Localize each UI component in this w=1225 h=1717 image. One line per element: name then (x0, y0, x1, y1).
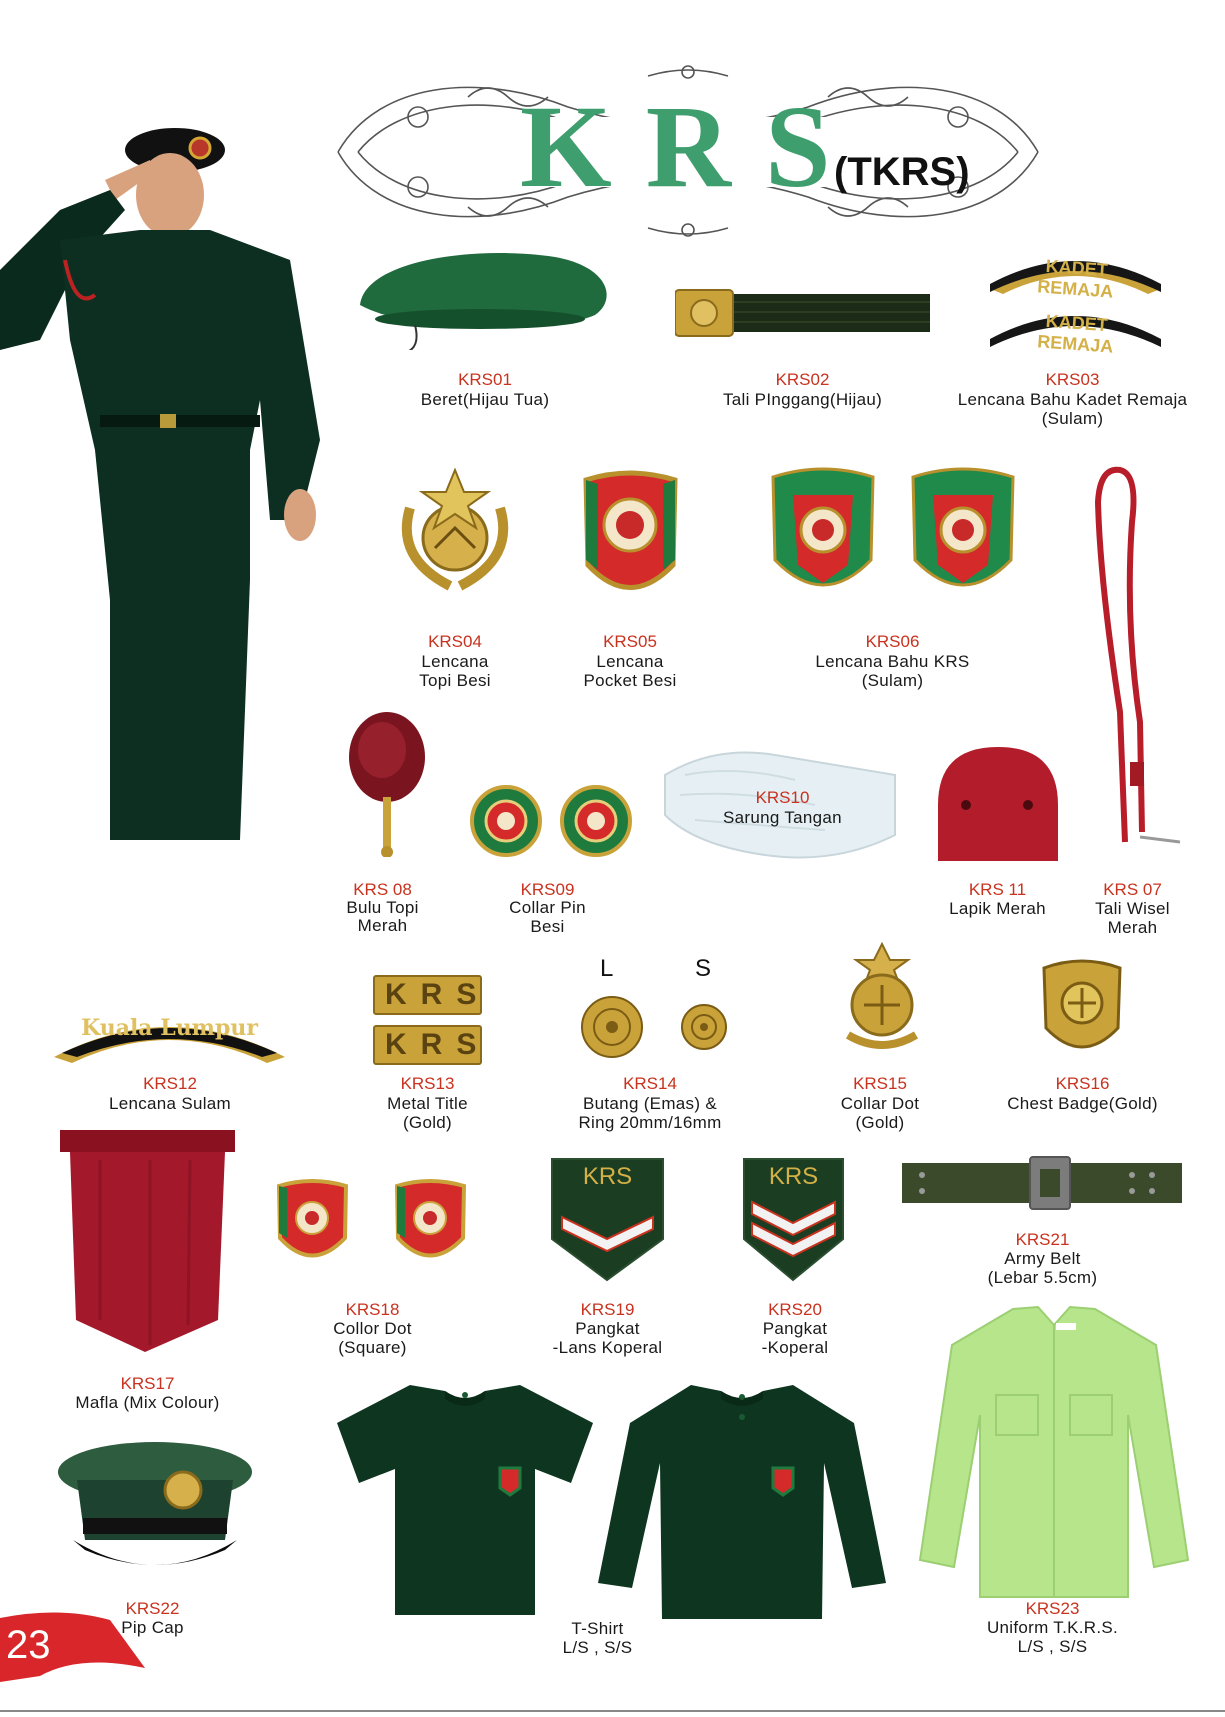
item-code: KRS21 (1015, 1230, 1070, 1249)
item-description: Lapik Merah (949, 899, 1046, 918)
item-description: (Sulam) (861, 671, 924, 690)
item-code: KRS15 (853, 1074, 907, 1093)
item-description: Tali Wisel (1095, 899, 1170, 918)
item-code: KRS06 (865, 632, 920, 651)
kadet-remaja-patch-top (988, 250, 1163, 302)
item-description: Pocket Besi (583, 671, 677, 690)
plate-text: KRS (385, 978, 491, 1011)
pip-cap-image (55, 1440, 255, 1580)
item-code: KRS10 (755, 788, 810, 807)
item-description: Army Belt (1004, 1249, 1081, 1268)
item-code: KRS16 (1055, 1074, 1110, 1093)
item-code: KRS12 (143, 1074, 197, 1093)
plate-text: KRS (385, 1028, 491, 1061)
whistle-lanyard-image (1080, 462, 1190, 847)
item-description: Chest Badge(Gold) (1007, 1094, 1158, 1113)
kuala-lumpur-patch-image (52, 1005, 287, 1065)
beret-image (355, 245, 620, 350)
item-code: KRS17 (120, 1374, 175, 1393)
gold-button-small-image (680, 1003, 728, 1051)
item-description: Tali PInggang(Hijau) (722, 390, 883, 409)
item-description: Pangkat (575, 1319, 640, 1338)
metal-title-bottom-image (373, 1025, 491, 1065)
size-label-large: L (600, 955, 614, 982)
item-code: KRS 11 (968, 880, 1027, 899)
pocket-besi-badge-image (578, 470, 683, 610)
item-description: Topi Besi (419, 671, 491, 690)
item-description: Beret(Hijau Tua) (420, 390, 550, 409)
collar-pin-right-image (560, 785, 632, 857)
item-code: KRS03 (1045, 370, 1100, 389)
page-number: 23 (6, 1623, 51, 1667)
item-description: Merah (357, 916, 408, 935)
koperal-rank-image (742, 1157, 845, 1282)
page-title: KRS (520, 81, 865, 212)
item-description: Collar Pin (509, 898, 586, 917)
collor-dot-square-right-image (393, 1178, 468, 1268)
item-code: KRS18 (345, 1300, 400, 1319)
item-description: Collor Dot (333, 1319, 412, 1338)
red-plume-image (342, 712, 432, 857)
item-description: T-Shirt (571, 1619, 624, 1638)
item-description: Collar Dot (840, 1094, 920, 1113)
tshirt-short-sleeve-image (335, 1383, 595, 1618)
item-description: Ring 20mm/16mm (578, 1113, 722, 1132)
item-code: KRS09 (520, 880, 575, 899)
bottom-rule (0, 1710, 1225, 1712)
item-code: KRS05 (603, 632, 657, 651)
collor-dot-square-left-image (275, 1178, 350, 1268)
topi-besi-badge-image (390, 468, 520, 593)
item-description: Sarung Tangan (723, 808, 842, 827)
collar-dot-gold-image (838, 940, 926, 1055)
item-description: Lencana Bahu KRS (815, 652, 970, 671)
item-description: Bulu Topi (346, 898, 419, 917)
uniform-shirt-image (918, 1305, 1190, 1600)
patch-text: KRS (768, 1163, 819, 1190)
patch-text: Kuala Lumpur (81, 1015, 258, 1041)
item-description: (Gold) (855, 1113, 905, 1132)
gold-button-large-image (580, 995, 644, 1059)
item-description: (Lebar 5.5cm) (987, 1268, 1098, 1287)
item-code: KRS19 (580, 1300, 635, 1319)
green-belt-image (675, 288, 930, 340)
item-description: Lencana Bahu Kadet Remaja (957, 390, 1188, 409)
item-description: (Square) (338, 1338, 407, 1357)
metal-title-top-image (373, 975, 491, 1015)
item-description: Merah (1107, 918, 1158, 937)
patch-text: KRS (582, 1163, 633, 1190)
kadet-remaja-patch-bottom (988, 305, 1163, 357)
shoulder-badge-right-image (908, 465, 1018, 605)
tshirt-long-sleeve-image (596, 1383, 888, 1621)
item-code: KRS23 (1025, 1599, 1080, 1618)
item-description: Lencana (421, 652, 489, 671)
chest-badge-gold-image (1038, 958, 1126, 1060)
item-description: (Gold) (402, 1113, 453, 1132)
item-description: (Sulam) (1041, 409, 1104, 428)
item-description: -Lans Koperal (552, 1338, 663, 1357)
patch-text: KADET REMAJA (1036, 310, 1114, 357)
lans-koperal-rank-image (550, 1157, 665, 1282)
item-description: Pip Cap (121, 1618, 184, 1637)
item-description: Butang (Emas) & (583, 1094, 717, 1113)
item-code: KRS01 (458, 370, 512, 389)
item-description: Besi (530, 917, 565, 936)
cadet-saluting-image (0, 120, 340, 855)
item-code: KRS20 (768, 1300, 822, 1319)
item-description: Pangkat (762, 1319, 828, 1338)
item-description: Mafla (Mix Colour) (75, 1393, 220, 1412)
patch-text: KADET REMAJA (1036, 255, 1114, 302)
item-code: KRS 07 (1103, 880, 1162, 899)
item-description: L/S , S/S (1017, 1637, 1088, 1656)
item-code: KRS 08 (353, 880, 412, 899)
item-description: -Koperal (761, 1338, 829, 1357)
item-description: Metal Title (387, 1094, 468, 1113)
item-code: KRS14 (623, 1074, 677, 1093)
item-description: L/S , S/S (562, 1638, 633, 1657)
page-subtitle: (TKRS) (834, 150, 970, 194)
red-backing-patch-image (936, 745, 1061, 863)
army-belt-image (902, 1155, 1182, 1211)
item-code: KRS02 (775, 370, 830, 389)
collar-pin-left-image (470, 785, 542, 857)
item-description: Lencana Sulam (108, 1094, 232, 1113)
item-code: KRS04 (428, 632, 482, 651)
mafla-scarf-image (60, 1130, 235, 1355)
item-code: KRS22 (125, 1599, 180, 1618)
size-label-small: S (695, 955, 712, 982)
item-description: Lencana (596, 652, 664, 671)
item-description: Uniform T.K.R.S. (986, 1618, 1119, 1637)
item-code: KRS13 (400, 1074, 455, 1093)
shoulder-badge-left-image (768, 465, 878, 605)
